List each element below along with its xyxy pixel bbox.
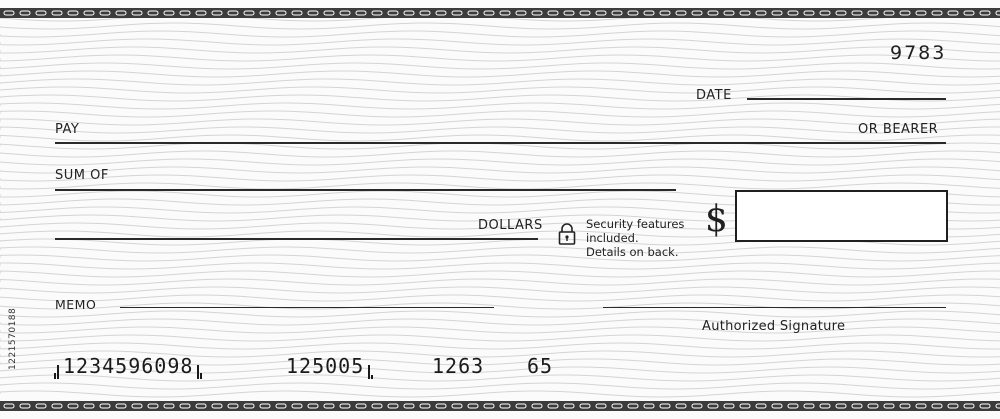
wave-line	[0, 287, 1000, 293]
check-number: 9783	[890, 42, 947, 64]
signature-label: Authorized Signature	[702, 319, 846, 334]
wave-line	[0, 159, 1000, 165]
wave-line	[0, 311, 1000, 317]
wave-line	[0, 319, 1000, 325]
date-label: DATE	[696, 88, 732, 103]
wave-line	[0, 87, 1000, 93]
micr-transit-symbol	[54, 355, 59, 369]
wave-line	[0, 71, 1000, 77]
wave-line	[0, 167, 1000, 173]
micr-transit-symbol	[197, 355, 202, 369]
wave-line	[0, 263, 1000, 269]
security-line-2: included.	[586, 231, 639, 245]
micr-suffix: 65	[527, 354, 554, 378]
wave-line	[0, 391, 1000, 397]
or-bearer-label: OR BEARER	[858, 122, 939, 137]
memo-line[interactable]	[120, 307, 494, 308]
wave-line	[0, 279, 1000, 285]
lock-icon	[557, 222, 577, 246]
sum-of-label: SUM OF	[55, 168, 109, 183]
wave-line	[0, 23, 1000, 29]
wave-line	[0, 135, 1000, 141]
wave-line	[0, 295, 1000, 301]
wave-line	[0, 55, 1000, 61]
signature-line[interactable]	[603, 307, 946, 308]
wave-line	[0, 255, 1000, 261]
wave-line	[0, 327, 1000, 333]
micr-account	[286, 354, 377, 378]
bottom-border-band	[0, 401, 1000, 411]
wave-line	[0, 31, 1000, 37]
wave-line	[0, 303, 1000, 309]
micr-on-us-symbol	[368, 355, 373, 369]
security-notice	[586, 217, 684, 259]
wave-line	[0, 119, 1000, 125]
side-stock-id: 1221570188	[8, 307, 18, 370]
wave-line	[0, 103, 1000, 109]
wave-line	[0, 247, 1000, 253]
amount-words-line-2[interactable]	[55, 238, 538, 240]
wave-line	[0, 175, 1000, 181]
payee-line[interactable]	[55, 142, 946, 144]
security-line-1: Security features	[586, 217, 685, 231]
amount-words-line-1[interactable]	[55, 189, 676, 191]
wave-line	[0, 47, 1000, 53]
wave-line	[0, 383, 1000, 389]
pay-label: PAY	[55, 122, 80, 137]
wave-line	[0, 111, 1000, 117]
security-line-3: Details on back.	[586, 245, 679, 259]
dollars-label: DOLLARS	[478, 218, 543, 233]
wave-line	[0, 271, 1000, 277]
micr-routing-number: 1234596098	[63, 354, 194, 378]
wave-line	[0, 343, 1000, 349]
wave-line	[0, 127, 1000, 133]
top-border-band	[0, 8, 1000, 18]
memo-label: MEMO	[55, 297, 97, 312]
amount-box[interactable]	[735, 190, 948, 242]
wave-line	[0, 39, 1000, 45]
wave-line	[0, 151, 1000, 157]
micr-check-serial: 1263	[432, 354, 485, 378]
micr-routing	[50, 354, 206, 378]
dollar-sign: $	[705, 199, 728, 240]
wave-line	[0, 335, 1000, 341]
wave-line	[0, 63, 1000, 69]
micr-account-number: 125005	[286, 354, 365, 378]
date-line[interactable]	[747, 98, 946, 100]
wave-line	[0, 79, 1000, 85]
wave-line	[0, 18, 1000, 21]
